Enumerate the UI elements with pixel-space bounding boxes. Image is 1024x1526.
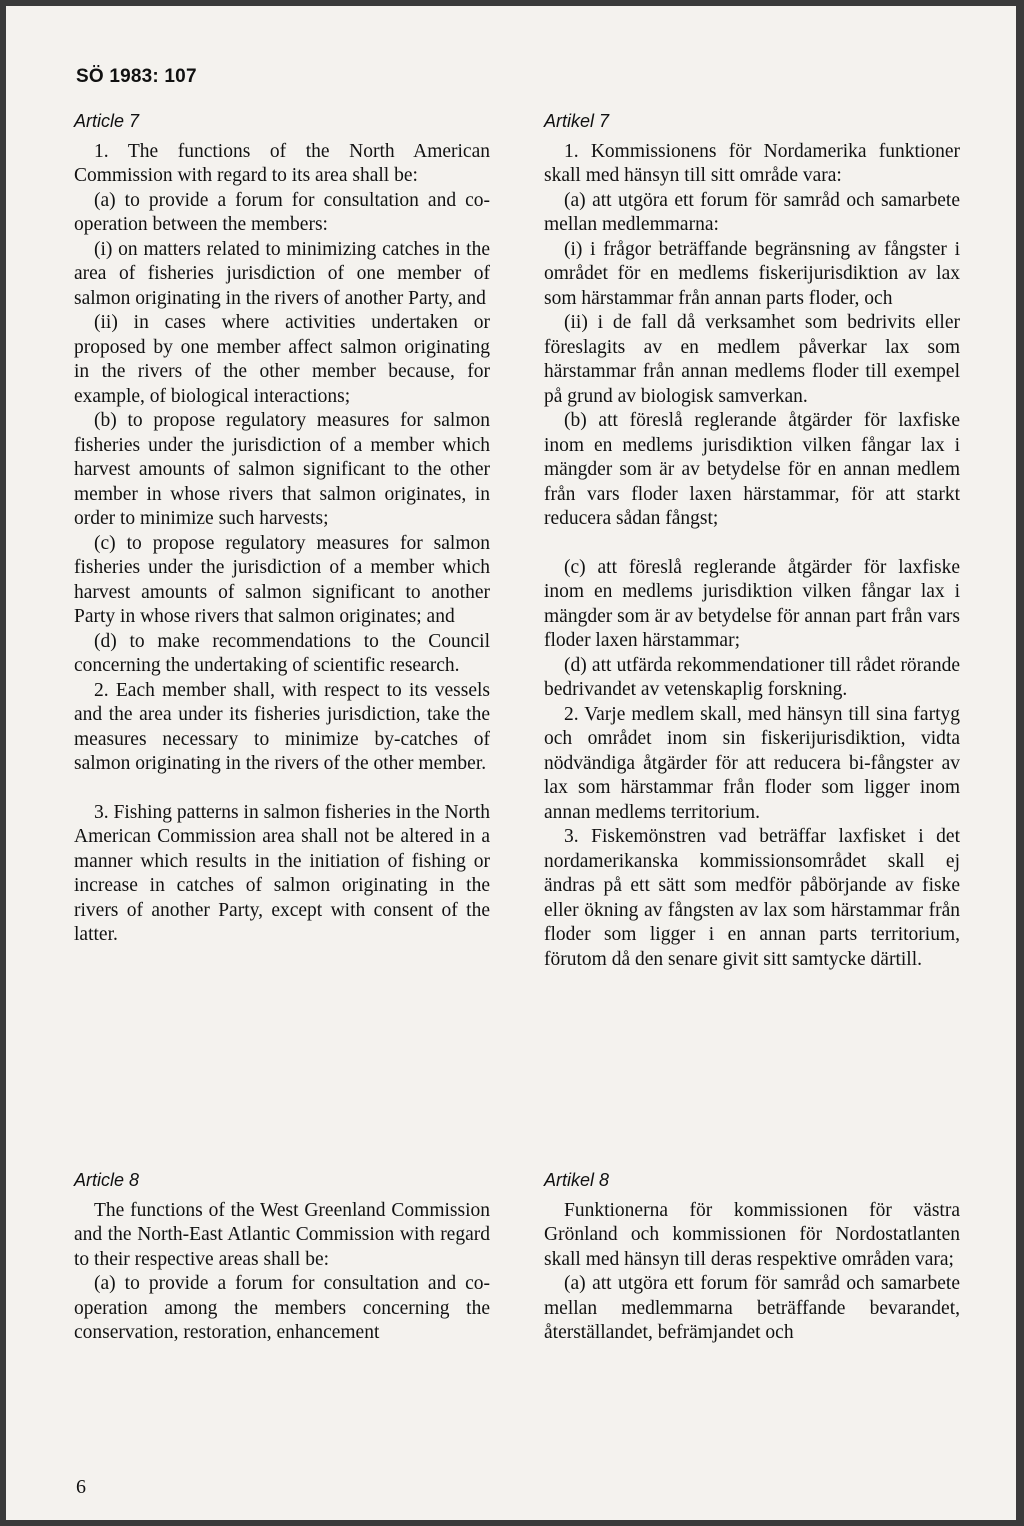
item-a-i: (i) on matters related to minimizing catches in the area of fisheries jurisdiction of one member of salmon originating in the rivers of another Party, and xyxy=(74,238,490,309)
paragraph-1: 1. The functions of the North American Commission with regard to its area shall be: xyxy=(74,140,490,186)
paragraph-2: 2. Varje medlem skall, med hänsyn till sina fartyg och området inom sin fiskerijurisdiktion, vidta nödvändiga åtgärder för att reducera bi-fångster av lax som härstammar från floder som ligger inom annan medlems territorium. xyxy=(544,703,960,823)
article-7-swedish xyxy=(544,109,960,972)
item-b: (b) att föreslå reglerande åtgärder för laxfiske inom en medlems jurisdiktion vilken fångar lax i mängder som är av betydelse för en annan medlem från vars floder laxen härstammar, för att starkt reducera sådan fångst; xyxy=(544,410,960,529)
item-a-i: (i) i frågor beträffande begränsning av fångster i området för en medlems fiskerijurisdiktion av lax som härstammar från annan parts floder, och xyxy=(544,238,960,309)
item-c: (c) to propose regulatory measures for salmon fisheries under the jurisdiction of a member which harvest amounts of salmon significant to another Party in whose rivers that salmon originates; and xyxy=(74,532,490,627)
document-page xyxy=(6,6,1016,1520)
item-a: (a) att utgöra ett forum för samråd och samarbete mellan medlemmarna: xyxy=(544,189,960,235)
article-7-english xyxy=(74,109,490,948)
article-8-swedish xyxy=(544,1168,960,1346)
item-c: (c) att föreslå reglerande åtgärder för laxfiske inom en medlems jurisdiktion vilken fångar lax i mängder som är av betydelse för annan part från vars floder laxen härstammar; xyxy=(544,556,960,651)
article-heading: Artikel 8 xyxy=(544,1170,610,1190)
item-d: (d) att utfärda rekommendationer till rådet rörande bedrivandet av vetenskaplig forskning. xyxy=(544,654,960,700)
document-reference: SÖ 1983: 107 xyxy=(76,66,197,87)
paragraph-intro: Funktionerna för kommissionen för västra Grönland och kommissionen för Nordostatlanten skall med hänsyn till deras respektive områden vara; xyxy=(544,1199,960,1270)
article-heading: Artikel 7 xyxy=(544,111,610,131)
article-heading: Article 8 xyxy=(74,1170,140,1190)
paragraph-2: 2. Each member shall, with respect to its vessels and the area under its fisheries jurisdiction, take the measures necessary to minimize by-catches of salmon originating in the rivers of the other member. xyxy=(74,679,490,774)
paragraph-intro: The functions of the West Greenland Commission and the North-East Atlantic Commission with regard to their respective areas shall be: xyxy=(74,1199,490,1270)
paragraph-1: 1. Kommissionens för Nordamerika funktioner skall med hänsyn till sitt område vara: xyxy=(544,140,960,186)
article-8-english xyxy=(74,1168,490,1346)
page-number: 6 xyxy=(76,1476,86,1498)
item-a: (a) to provide a forum for consultation and co-operation among the members concerning the conservation, restoration, enhancement xyxy=(74,1273,490,1343)
item-a: (a) att utgöra ett forum för samråd och samarbete mellan medlemmarna beträffande bevarandet, återställandet, befrämjandet och xyxy=(544,1273,960,1343)
item-d: (d) to make recommendations to the Council concerning the undertaking of scientific research. xyxy=(74,630,490,676)
item-a-ii: (ii) i de fall då verksamhet som bedrivits eller föreslagits av en medlem påverkar lax som härstammar från annan medlems floder till exempel på grund av biologisk samverkan. xyxy=(544,312,960,407)
item-a: (a) to provide a forum for consultation and co-operation between the members: xyxy=(74,189,490,235)
article-heading: Article 7 xyxy=(74,111,140,131)
paragraph-3: 3. Fiskemönstren vad beträffar laxfisket i det nordamerikanska kommissionsområdet skall ej ändras på ett sätt som medför påbörjande av fiske eller ökning av fångsten av lax som härstammar från floder som ligger i en annan parts territorium, förutom då den senare givit sitt samtycke därtill. xyxy=(544,826,960,970)
paragraph-3: 3. Fishing patterns in salmon fisheries in the North American Commission area shall not be altered in a manner which results in the initiation of fishing or increase in catches of salmon originating in the rivers of another Party, except with consent of the latter. xyxy=(74,801,490,945)
item-b: (b) to propose regulatory measures for salmon fisheries under the jurisdiction of a member which harvest amounts of salmon significant to the other member in whose rivers that salmon originates, in order to minimize such harvests; xyxy=(74,410,490,529)
item-a-ii: (ii) in cases where activities undertaken or proposed by one member affect salmon originating in the rivers of the other member because, for example, of biological interactions; xyxy=(74,312,490,407)
